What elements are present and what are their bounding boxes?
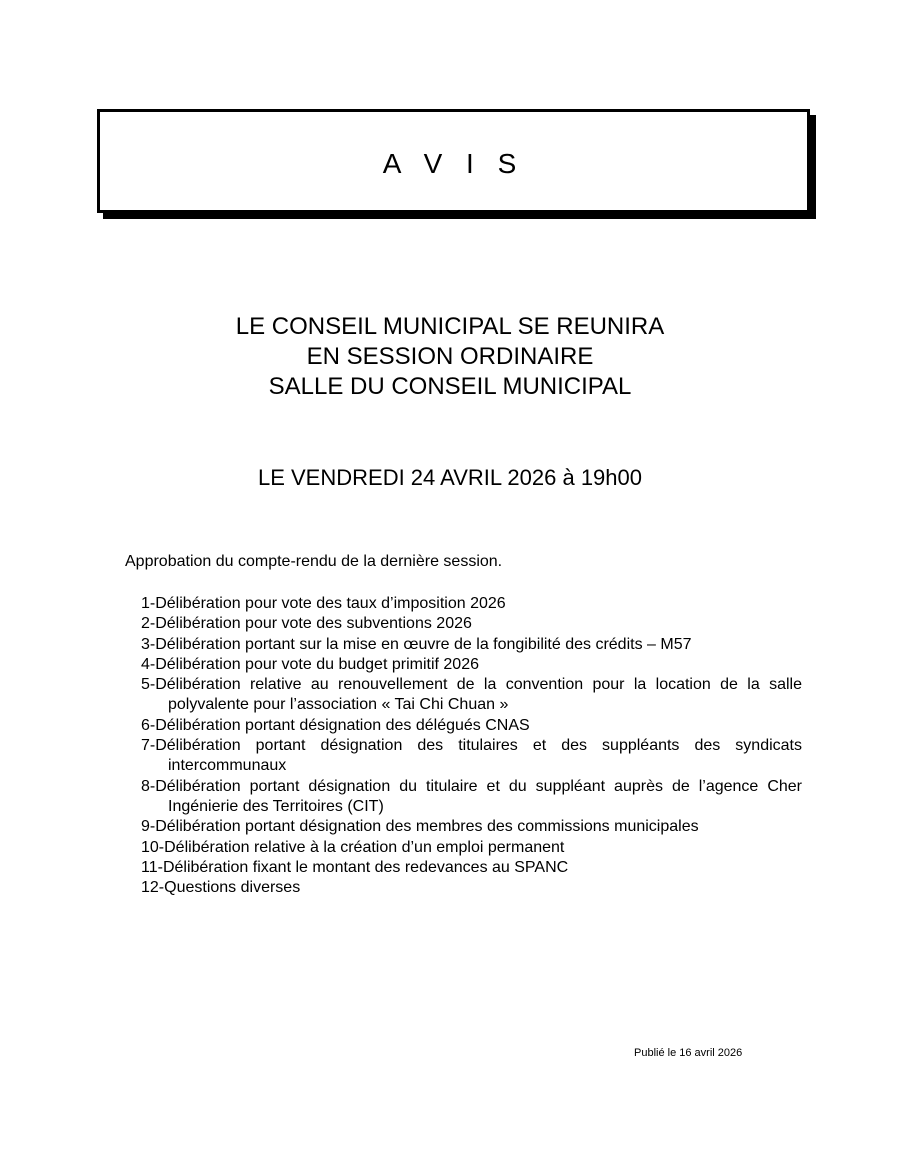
- heading-line-1: LE CONSEIL MUNICIPAL SE REUNIRA: [235, 313, 665, 340]
- agenda-item: 3-Délibération portant sur la mise en œuvre de la fongibilité des crédits – M57: [141, 635, 692, 653]
- meeting-date: LE VENDREDI 24 AVRIL 2026 à 19h00: [257, 465, 642, 490]
- notice-title: A V I S: [382, 148, 525, 179]
- meeting-heading: [0, 312, 900, 402]
- agenda-item: 6-Délibération portant désignation des délégués CNAS: [141, 716, 530, 734]
- agenda-item: 5-Délibération relative au renouvellement de la convention pour la location de la salle polyvalente pour l’association « Tai Chi Chuan »: [141, 676, 802, 714]
- published-date: Publié le 16 avril 2026: [634, 1047, 743, 1059]
- agenda-item: 7-Délibération portant désignation des titulaires et des suppléants des syndicats intercommunaux: [141, 737, 802, 775]
- heading-line-3: SALLE DU CONSEIL MUNICIPAL: [268, 373, 632, 400]
- agenda-item: 11-Délibération fixant le montant des redevances au SPANC: [141, 858, 569, 876]
- agenda-item: 8-Délibération portant désignation du titulaire et du suppléant auprès de l’agence Cher Ingénierie des Territoires (CIT): [141, 777, 802, 815]
- title-box: [97, 109, 810, 213]
- agenda-item: 2-Délibération pour vote des subventions 2026: [141, 615, 472, 633]
- agenda-item: 10-Délibération relative à la création d’un emploi permanent: [141, 838, 565, 856]
- agenda-item: 9-Délibération portant désignation des membres des commissions municipales: [141, 818, 699, 836]
- agenda-list: [141, 594, 802, 898]
- agenda-item: 1-Délibération pour vote des taux d’imposition 2026: [141, 595, 506, 612]
- approbation-text: Approbation du compte-rendu de la dernière session.: [125, 553, 503, 570]
- heading-line-2: EN SESSION ORDINAIRE: [306, 343, 594, 370]
- agenda-item: 4-Délibération pour vote du budget primitif 2026: [141, 655, 479, 673]
- agenda-item: 12-Questions diverses: [141, 879, 301, 897]
